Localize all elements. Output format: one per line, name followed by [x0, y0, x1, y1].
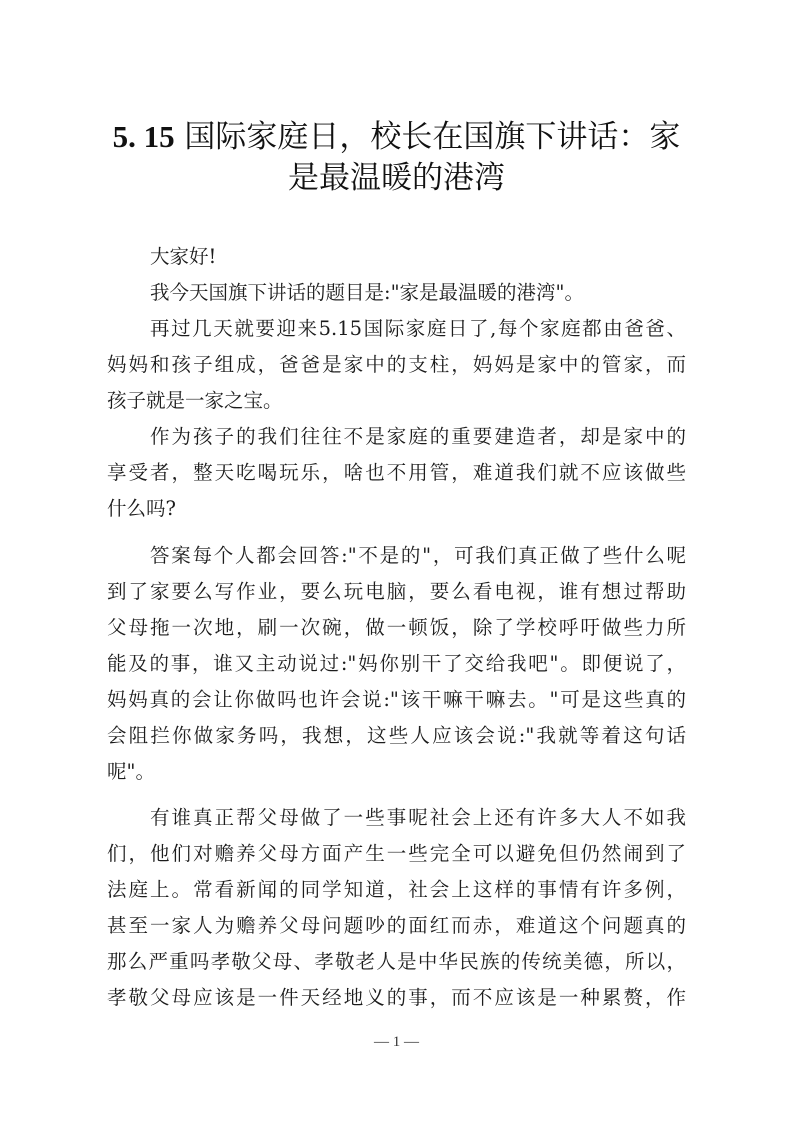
body-line: 什么吗? [107, 497, 176, 520]
body-line: 妈妈和孩子组成，爸爸是家中的支柱，妈妈是家中的管家，而 [107, 353, 686, 376]
body-line: 妈妈真的会让你做吗也许会说:"该干嘛干嘛去。"可是这些真的 [107, 688, 686, 711]
body-line: 享受者，整天吃喝玩乐，啥也不用管，难道我们就不应该做些 [107, 461, 686, 484]
body-line: 有谁真正帮父母做了一些事呢社会上还有许多大人不如我 [150, 806, 686, 829]
body-line: 法庭上。常看新闻的同学知道，社会上这样的事情有许多例， [107, 878, 686, 901]
body-line: 能及的事，谁又主动说过:"妈你别干了交给我吧"。即便说了， [107, 652, 686, 675]
body-line: 那么严重吗孝敬父母、孝敬老人是中华民族的传统美德，所以， [107, 950, 686, 973]
body-line: 大家好! [150, 245, 217, 268]
body-line: 我今天国旗下讲话的题目是:"家是最温暖的港湾"。 [150, 281, 585, 304]
page-number: — 1 — [374, 1034, 419, 1050]
body-line: 孝敬父母应该是一件天经地义的事，而不应该是一种累赘，作 [107, 986, 686, 1009]
body-line: 孩子就是一家之宝。 [107, 389, 283, 412]
body-line: 作为孩子的我们往往不是家庭的重要建造者，却是家中的 [150, 425, 686, 448]
document-title-line-2: 是最温暖的港湾 [288, 160, 505, 196]
body-line: 会阻拦你做家务吗，我想，这些人应该会说:"我就等着这句话 [107, 724, 686, 747]
body-line: 呢"。 [107, 760, 155, 783]
body-line: 甚至一家人为赡养父母问题吵的面红而赤，难道这个问题真的 [107, 914, 686, 937]
body-line: 答案每个人都会回答:"不是的"，可我们真正做了些什么呢 [150, 544, 686, 567]
title-text: 国际家庭日，校长在国旗下讲话：家 [174, 119, 681, 155]
title-date: 5. 15 [112, 119, 175, 154]
body-line: 父母拖一次地，刷一次碗，做一顿饭，除了学校呼吁做些力所 [107, 616, 686, 639]
body-line: 到了家要么写作业，要么玩电脑，要么看电视，谁有想过帮助 [107, 580, 686, 603]
body-line: 再过几天就要迎来5.15国际家庭日了,每个家庭都由爸爸、 [150, 317, 686, 340]
body-line: 们，他们对赡养父母方面产生一些完全可以避免但仍然闹到了 [107, 842, 686, 865]
